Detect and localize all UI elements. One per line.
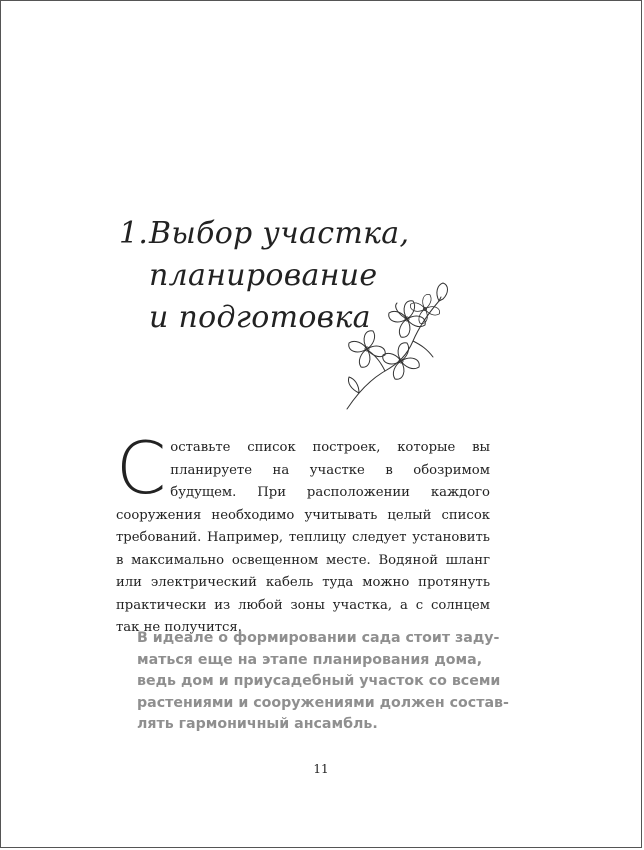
body-paragraph (116, 426, 490, 640)
chapter-number: 1. (119, 216, 149, 251)
chapter-title-line-1: Выбор участка, (149, 216, 410, 251)
cherry-blossom-branch-icon (341, 279, 461, 414)
drop-cap: С (116, 426, 167, 510)
callout-line: растениями и сооружениями должен состав- (137, 694, 509, 711)
chapter-title-line-3: и подготовка (149, 300, 371, 335)
callout-quote (137, 628, 509, 736)
callout-line: лять гармоничный ансамбль. (137, 716, 378, 732)
callout-line: маться еще на этапе планирования дома, (137, 651, 483, 668)
page-number: 11 (313, 762, 329, 776)
body-text: оставьте список построек, которые вы планируете на участке в обозримом будущем. При расположении каждого сооружения необходимо учитывать целый список требований. Например, теплицу следует установить в максимально освещенном месте. Водяной шланг или электрический кабель туда можно протянуть практически из любой зоны участка, а с солнцем так не получится. (116, 440, 490, 635)
chapter-title-line-2: планирование (149, 258, 378, 293)
callout-line: ведь дом и приусадебный участок со всеми (137, 673, 501, 689)
callout-line: В идеале о формировании сада стоит заду- (137, 630, 500, 646)
